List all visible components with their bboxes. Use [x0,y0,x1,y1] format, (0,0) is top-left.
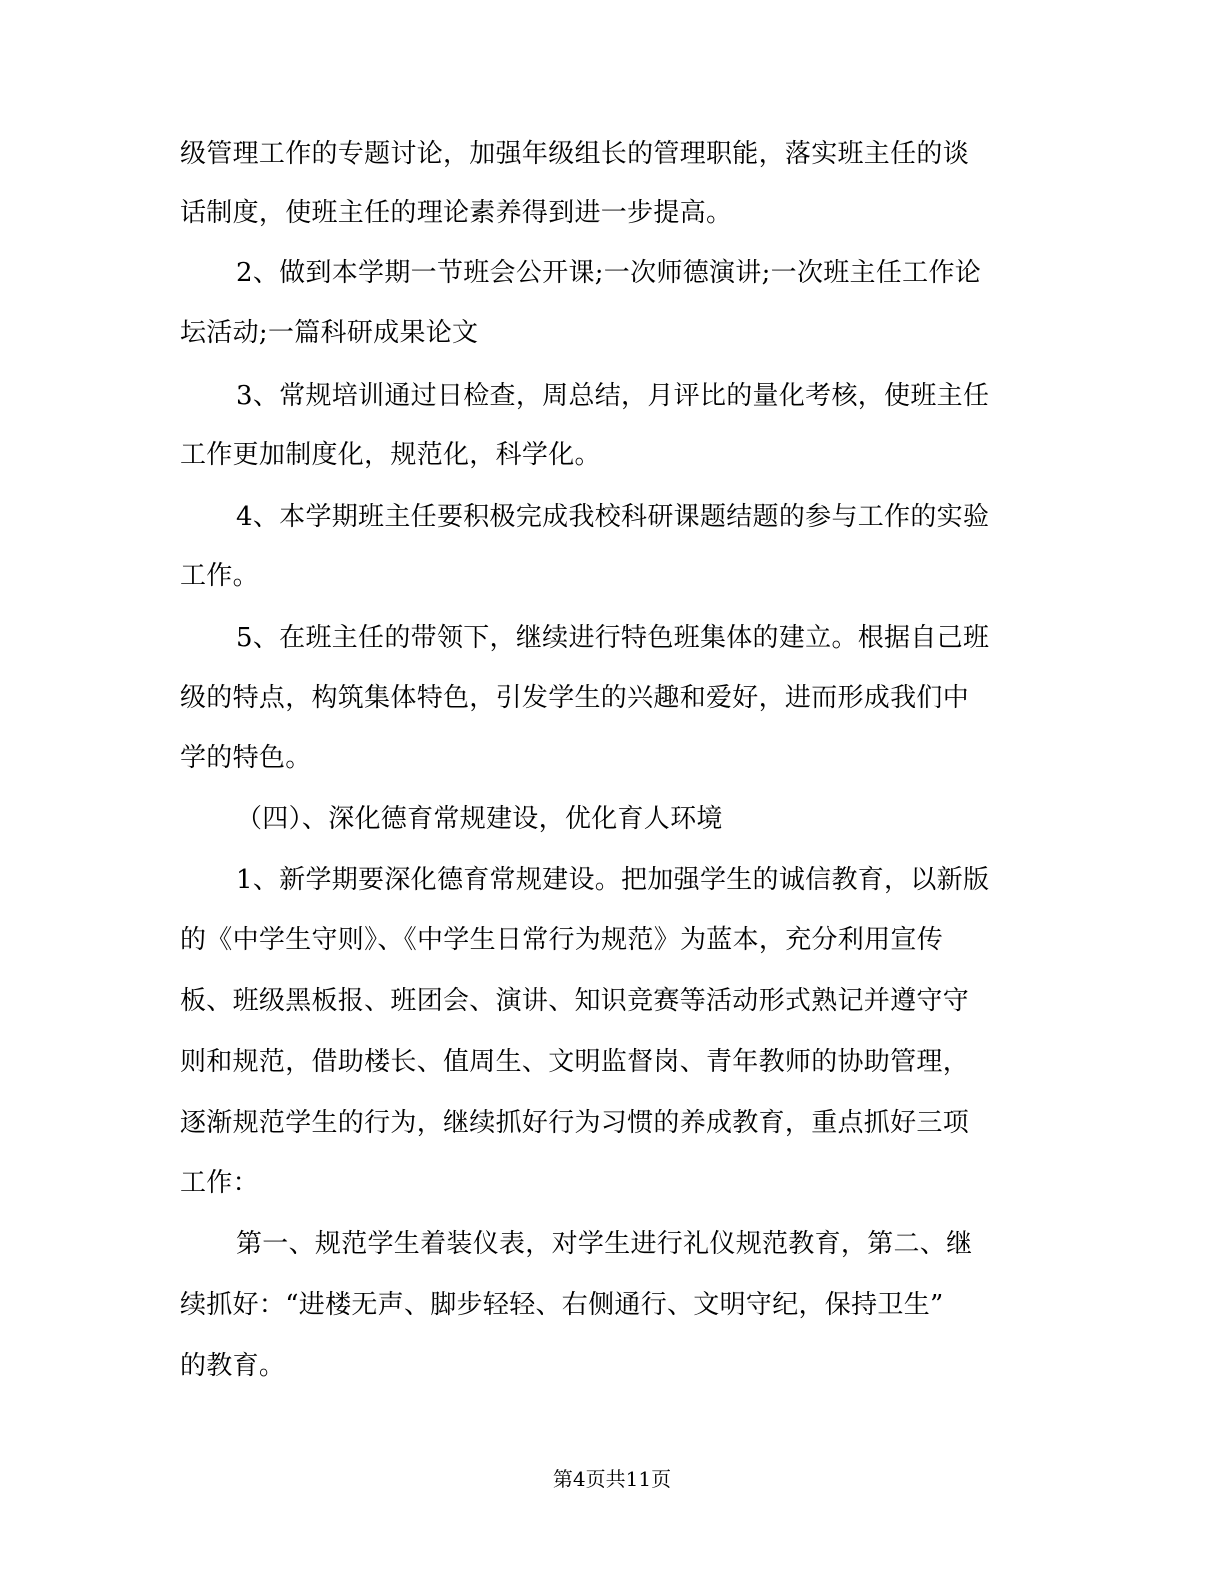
text-line: 4、本学期班主任要积极完成我校科研课题结题的参与工作的实验 [236,502,990,532]
text-line: 工作： [180,1168,259,1198]
text-line: 续抓好：“进楼无声、脚步轻轻、右侧通行、文明守纪，保持卫生” [180,1290,944,1320]
text-line: 第一、规范学生着装仪表，对学生进行礼仪规范教育，第二、继 [236,1229,973,1259]
text-line: 3、常规培训通过日检查，周总结，月评比的量化考核，使班主任 [236,381,990,411]
text-line: 工作更加制度化，规范化，科学化。 [180,440,601,470]
section-heading: （四）、深化德育常规建设，优化育人环境 [236,804,723,834]
text-line: 则和规范，借助楼长、值周生、文明监督岗、青年教师的协助管理， [180,1047,970,1077]
text-line: 学的特色。 [180,743,312,773]
text-line: 2、做到本学期一节班会公开课;一次师德演讲;一次班主任工作论 [236,258,982,288]
text-line: 级的特点，构筑集体特色，引发学生的兴趣和爱好，进而形成我们中 [180,683,970,713]
text-line: 坛活动;一篇科研成果论文 [180,318,479,348]
text-line: 板、班级黑板报、班团会、演讲、知识竞赛等活动形式熟记并遵守守 [180,986,970,1016]
text-line: 级管理工作的专题讨论，加强年级组长的管理职能，落实班主任的谈 [180,139,970,169]
text-line: 1、新学期要深化德育常规建设。把加强学生的诚信教育，以新版 [236,865,990,895]
text-line: 工作。 [180,561,259,591]
text-line: 的《中学生守则》、《中学生日常行为规范》为蓝本，充分利用宣传 [180,925,944,955]
text-line: 逐渐规范学生的行为，继续抓好行为习惯的养成教育，重点抓好三项 [180,1108,970,1138]
text-line: 话制度，使班主任的理论素养得到进一步提高。 [180,198,733,228]
page-number: 第4页共11页 [552,1467,672,1491]
text-line: 5、在班主任的带领下，继续进行特色班集体的建立。根据自己班 [236,623,990,653]
text-line: 的教育。 [180,1351,286,1381]
